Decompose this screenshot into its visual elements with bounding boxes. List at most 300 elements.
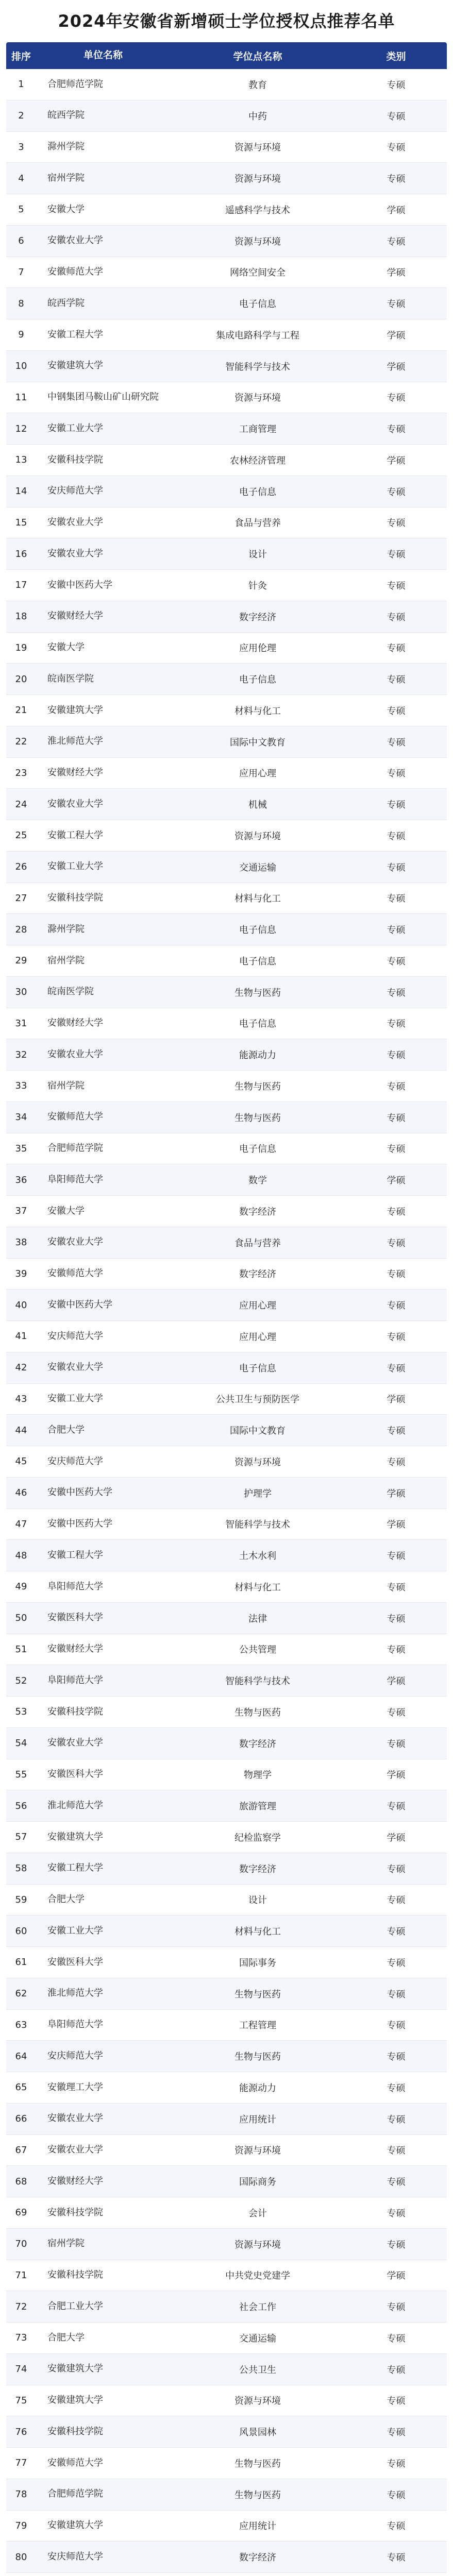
row-category: 专硕 [387,800,406,811]
row-degree: 应用心理 [239,1331,276,1343]
row-category: 专硕 [387,2208,406,2219]
row-rank: 46 [15,1487,27,1499]
table-row [6,789,447,820]
row-degree: 交通运输 [239,2333,276,2344]
row-degree: 公共管理 [239,1645,276,1656]
row-category: 专硕 [387,174,406,185]
row-degree: 资源与环境 [234,2145,281,2157]
row-degree: 物理学 [244,1770,272,1781]
table-row [6,1008,447,1040]
table-row [6,2479,447,2511]
row-rank: 58 [15,1863,27,1874]
row-category: 专硕 [387,142,406,154]
row-degree: 法律 [248,1613,267,1624]
row-rank: 26 [15,861,27,873]
row-unit: 安徽农业大学 [47,1236,103,1248]
table-row [6,2197,447,2229]
row-category: 专硕 [387,643,406,654]
row-rank: 63 [15,2019,27,2030]
row-unit: 淮北师范大学 [47,1800,103,1811]
row-category: 专硕 [387,2333,406,2344]
table-row [6,288,447,319]
row-rank: 15 [15,517,27,528]
row-category: 专硕 [387,549,406,561]
row-unit: 安徽农业大学 [47,2113,103,2124]
table-row [6,695,447,726]
row-category: 专硕 [387,1363,406,1374]
row-category: 专硕 [387,111,406,122]
row-rank: 18 [15,611,27,622]
header-unit: 单位名称 [83,49,123,61]
row-category: 专硕 [387,2145,406,2157]
table-row [6,633,447,664]
row-category: 专硕 [387,2020,406,2031]
row-category: 学硕 [387,1175,406,1187]
table-row [6,2229,447,2260]
row-category: 专硕 [387,2364,406,2376]
row-degree: 生物与医药 [234,987,281,998]
row-category: 专硕 [387,2458,406,2469]
row-rank: 52 [15,1675,27,1686]
table-row [6,226,447,257]
row-rank: 33 [15,1080,27,1092]
row-rank: 49 [15,1581,27,1592]
row-unit: 安庆师范大学 [47,2050,103,2061]
row-unit: 安徽师范大学 [47,2457,103,2468]
row-unit: 安徽师范大学 [47,266,103,278]
row-unit: 安徽工业大学 [47,422,103,434]
row-rank: 8 [18,298,24,309]
row-category: 专硕 [387,1801,406,1812]
row-rank: 13 [15,454,27,466]
table-row [6,476,447,507]
row-rank: 19 [15,642,27,653]
row-unit: 安徽农业大学 [47,1737,103,1749]
row-rank: 71 [15,2269,27,2281]
table-row [6,820,447,852]
table-header [6,42,447,69]
row-unit: 安徽农业大学 [47,235,103,246]
row-rank: 10 [15,361,27,372]
row-category: 专硕 [387,393,406,404]
row-unit: 合肥师范学院 [47,1143,103,1154]
row-rank: 76 [15,2426,27,2437]
row-rank: 29 [15,955,27,967]
row-degree: 纪检监察学 [234,1832,281,1843]
row-category: 专硕 [387,737,406,748]
row-degree: 资源与环境 [234,393,281,404]
row-degree: 公共卫生 [239,2364,276,2376]
row-category: 专硕 [387,79,406,91]
row-degree: 应用伦理 [239,643,276,654]
row-rank: 77 [15,2458,27,2469]
table-row [6,664,447,695]
table-row [6,1790,447,1822]
row-unit: 安徽科技学院 [47,892,103,904]
row-rank: 20 [15,673,27,685]
row-unit: 皖南医学院 [47,673,94,684]
table-row [6,1571,447,1603]
row-rank: 2 [18,110,24,122]
row-rank: 38 [15,1237,27,1248]
row-unit: 皖西学院 [47,297,85,309]
row-category: 专硕 [387,956,406,967]
row-degree: 电子信息 [239,956,276,967]
table-row [6,2573,447,2576]
row-rank: 55 [15,1769,27,1780]
row-unit: 滁州学院 [47,141,85,152]
row-rank: 44 [15,1425,27,1436]
row-degree: 国际商务 [239,2177,276,2188]
row-category: 专硕 [387,1957,406,1969]
row-degree: 国际中文教育 [230,737,286,748]
row-unit: 安徽建筑大学 [47,2363,103,2375]
table-row [6,1916,447,1947]
row-rank: 72 [15,2301,27,2312]
row-unit: 阜阳师范大学 [47,1174,103,1185]
row-rank: 66 [15,2113,27,2125]
row-unit: 安徽工业大学 [47,1393,103,1404]
row-degree: 应用统计 [239,2521,276,2532]
page-title: 2024年安徽省新增硕士学位授权点推荐名单 [58,11,395,31]
row-degree: 电子信息 [239,674,276,686]
row-rank: 45 [15,1456,27,1467]
table-row [6,319,447,351]
row-unit: 安徽大学 [47,642,85,653]
row-degree: 国际中文教育 [230,1426,286,1437]
row-rank: 32 [15,1049,27,1060]
row-category: 专硕 [387,987,406,998]
row-unit: 安庆师范大学 [47,2551,103,2562]
table-row [6,538,447,570]
row-degree: 材料与化工 [234,893,281,905]
row-category: 专硕 [387,705,406,717]
row-unit: 安徽工程大学 [47,1862,103,1874]
row-degree: 智能科学与技术 [225,361,290,372]
row-unit: 安徽医科大学 [47,1612,103,1623]
row-unit: 宿州学院 [47,1080,85,1091]
row-degree: 电子信息 [239,486,276,498]
row-unit: 安徽农业大学 [47,1362,103,1373]
row-category: 专硕 [387,299,406,310]
row-degree: 护理学 [244,1488,272,1499]
row-degree: 生物与医药 [234,2052,281,2063]
row-category: 专硕 [387,2114,406,2125]
table-row [6,726,447,758]
table-row [6,1728,447,1759]
row-unit: 安庆师范大学 [47,1330,103,1342]
row-rank: 67 [15,2144,27,2156]
row-category: 学硕 [387,361,406,372]
row-rank: 4 [18,173,24,184]
row-category: 学硕 [387,2270,406,2282]
row-category: 专硕 [387,1989,406,2000]
row-degree: 中共党史党建学 [225,2270,290,2282]
row-degree: 中药 [248,111,267,122]
table-row [6,1415,447,1446]
row-unit: 宿州学院 [47,172,85,183]
row-rank: 35 [15,1143,27,1154]
row-unit: 安徽农业大学 [47,1048,103,1060]
row-unit: 安徽科技学院 [47,2207,103,2218]
row-category: 学硕 [387,267,406,279]
row-rank: 70 [15,2239,27,2250]
row-unit: 滁州学院 [47,923,85,935]
table-row [6,2323,447,2354]
table-row [6,132,447,163]
table-row [6,2416,447,2448]
row-rank: 17 [15,580,27,591]
row-category: 专硕 [387,424,406,435]
table-row [6,351,447,382]
row-unit: 阜阳师范大学 [47,1581,103,1592]
row-degree: 生物与医药 [234,1081,281,1092]
row-category: 专硕 [387,1551,406,1562]
row-degree: 电子信息 [239,299,276,310]
table-row [6,1509,447,1540]
row-category: 专硕 [387,1738,406,1750]
row-degree: 风景园林 [239,2427,276,2438]
row-rank: 61 [15,1957,27,1968]
header-category: 类别 [386,50,406,62]
row-category: 专硕 [387,925,406,936]
table-row [6,1540,447,1571]
row-rank: 24 [15,799,27,810]
row-degree: 数字经济 [239,612,276,623]
table-row [6,2541,447,2573]
row-rank: 1 [18,79,24,90]
row-unit: 安徽大学 [47,1205,85,1216]
row-unit: 合肥大学 [47,1894,85,1905]
row-degree: 集成电路科学与工程 [216,330,299,341]
row-degree: 农林经济管理 [230,455,286,466]
row-rank: 41 [15,1331,27,1342]
row-unit: 皖西学院 [47,110,85,121]
row-degree: 设计 [248,1895,267,1906]
row-degree: 数学 [248,1175,267,1187]
row-category: 专硕 [387,893,406,905]
table-row [6,601,447,633]
row-rank: 75 [15,2395,27,2406]
row-degree: 机械 [248,800,267,811]
row-category: 专硕 [387,1144,406,1155]
row-rank: 51 [15,1643,27,1655]
row-rank: 73 [15,2332,27,2344]
table-row [6,2385,447,2417]
row-category: 专硕 [387,1582,406,1593]
row-category: 专硕 [387,2489,406,2501]
row-category: 专硕 [387,1300,406,1312]
row-degree: 土木水利 [239,1551,276,1562]
row-degree: 数字经济 [239,1863,276,1875]
row-category: 专硕 [387,518,406,529]
row-degree: 工程管理 [239,2020,276,2031]
row-category: 专硕 [387,1269,406,1280]
row-degree: 智能科学与技术 [225,1676,290,1687]
row-category: 专硕 [387,2177,406,2188]
row-rank: 78 [15,2489,27,2500]
row-category: 专硕 [387,1613,406,1624]
row-degree: 交通运输 [239,862,276,873]
table-row [6,69,447,100]
row-rank: 16 [15,548,27,560]
row-category: 专硕 [387,862,406,873]
row-rank: 47 [15,1518,27,1530]
row-degree: 生物与医药 [234,2489,281,2501]
row-degree: 教育 [248,79,267,91]
row-category: 专硕 [387,580,406,591]
table-row [6,2291,447,2323]
row-rank: 23 [15,767,27,778]
row-category: 专硕 [387,1707,406,1718]
row-degree: 资源与环境 [234,142,281,154]
row-category: 专硕 [387,1331,406,1343]
row-degree: 遥感科学与技术 [225,205,290,216]
row-rank: 68 [15,2176,27,2187]
row-unit: 安徽大学 [47,204,85,215]
row-degree: 电子信息 [239,1019,276,1030]
row-category: 学硕 [387,205,406,216]
table-row [6,2041,447,2072]
row-degree: 资源与环境 [234,236,281,247]
row-rank: 80 [15,2551,27,2563]
row-unit: 安徽农业大学 [47,2144,103,2156]
row-degree: 能源动力 [239,1050,276,1061]
row-unit: 安徽农业大学 [47,798,103,809]
row-degree: 数字经济 [239,1738,276,1750]
table-row [6,1384,447,1415]
table-row [6,1071,447,1102]
row-category: 专硕 [387,768,406,779]
row-degree: 数字经济 [239,1269,276,1280]
row-unit: 合肥大学 [47,1424,85,1435]
table-row [6,2072,447,2104]
row-unit: 中钢集团马鞍山矿山研究院 [47,392,159,403]
row-category: 专硕 [387,831,406,842]
row-degree: 资源与环境 [234,2396,281,2407]
row-rank: 27 [15,892,27,904]
row-degree: 材料与化工 [234,705,281,717]
table-row [6,1697,447,1728]
table-row [6,2511,447,2542]
row-rank: 30 [15,987,27,998]
row-unit: 合肥师范学院 [47,78,103,90]
row-unit: 合肥师范学院 [47,2488,103,2500]
row-category: 学硕 [387,1832,406,1843]
row-category: 学硕 [387,1676,406,1687]
row-unit: 淮北师范大学 [47,1988,103,1999]
row-category: 专硕 [387,612,406,623]
row-unit: 安徽农业大学 [47,517,103,528]
table-row [6,2166,447,2197]
row-rank: 69 [15,2207,27,2218]
row-rank: 5 [18,204,24,215]
row-unit: 安徽财经大学 [47,767,103,778]
row-category: 学硕 [387,455,406,466]
row-unit: 阜阳师范大学 [47,2019,103,2030]
row-rank: 34 [15,1112,27,1123]
row-rank: 9 [18,329,24,341]
row-unit: 安徽工业大学 [47,861,103,872]
row-rank: 14 [15,486,27,497]
row-unit: 安徽理工大学 [47,2081,103,2093]
row-degree: 生物与医药 [234,1989,281,2000]
row-unit: 安徽建筑大学 [47,2395,103,2406]
row-unit: 宿州学院 [47,955,85,966]
row-degree: 生物与医药 [234,1112,281,1124]
row-unit: 安徽医科大学 [47,1769,103,1780]
table-row [6,2354,447,2385]
table-row [6,163,447,194]
row-unit: 阜阳师范大学 [47,1674,103,1686]
table-row [6,1290,447,1321]
row-category: 专硕 [387,1019,406,1030]
row-degree: 公共卫生与预防医学 [216,1394,299,1405]
row-rank: 40 [15,1299,27,1311]
row-unit: 安徽建筑大学 [47,1831,103,1842]
row-category: 专硕 [387,2552,406,2564]
row-degree: 材料与化工 [234,1926,281,1938]
row-rank: 42 [15,1362,27,1374]
row-category: 专硕 [387,2082,406,2094]
table-row [6,1947,447,1978]
table-row [6,1885,447,1916]
table-row [6,257,447,289]
row-unit: 安徽工程大学 [47,329,103,340]
row-degree: 应用统计 [239,2114,276,2125]
row-degree: 资源与环境 [234,1456,281,1468]
header-degree: 学位点名称 [233,50,282,62]
table-row [6,194,447,226]
row-unit: 安徽中医药大学 [47,579,112,590]
row-unit: 合肥工业大学 [47,2300,103,2312]
row-degree: 会计 [248,2208,267,2219]
row-unit: 安徽建筑大学 [47,360,103,371]
table-row [6,1352,447,1384]
table-row [6,1446,447,1478]
row-rank: 6 [18,235,24,247]
row-unit: 安徽建筑大学 [47,2520,103,2531]
row-degree: 工商管理 [239,424,276,435]
table-row [6,1853,447,1885]
row-category: 专硕 [387,1238,406,1249]
row-degree: 国际事务 [239,1957,276,1969]
row-rank: 39 [15,1268,27,1279]
row-category: 专硕 [387,2052,406,2063]
row-rank: 65 [15,2082,27,2093]
row-degree: 社会工作 [239,2302,276,2313]
table-row [6,382,447,414]
table-row [6,1196,447,1227]
table-row [6,1478,447,1509]
row-degree: 资源与环境 [234,831,281,842]
table-row [6,2448,447,2479]
table-row [6,1259,447,1290]
row-unit: 安徽工业大学 [47,1925,103,1936]
table-row [6,1133,447,1165]
row-unit: 安徽农业大学 [47,548,103,559]
row-rank: 53 [15,1706,27,1718]
table-row [6,507,447,539]
row-degree: 电子信息 [239,1363,276,1374]
header-rank: 排序 [11,50,31,62]
table-row [6,977,447,1008]
row-degree: 能源动力 [239,2082,276,2094]
row-unit: 安徽财经大学 [47,1643,103,1655]
row-rank: 59 [15,1894,27,1905]
row-rank: 43 [15,1393,27,1404]
row-unit: 安徽财经大学 [47,611,103,622]
